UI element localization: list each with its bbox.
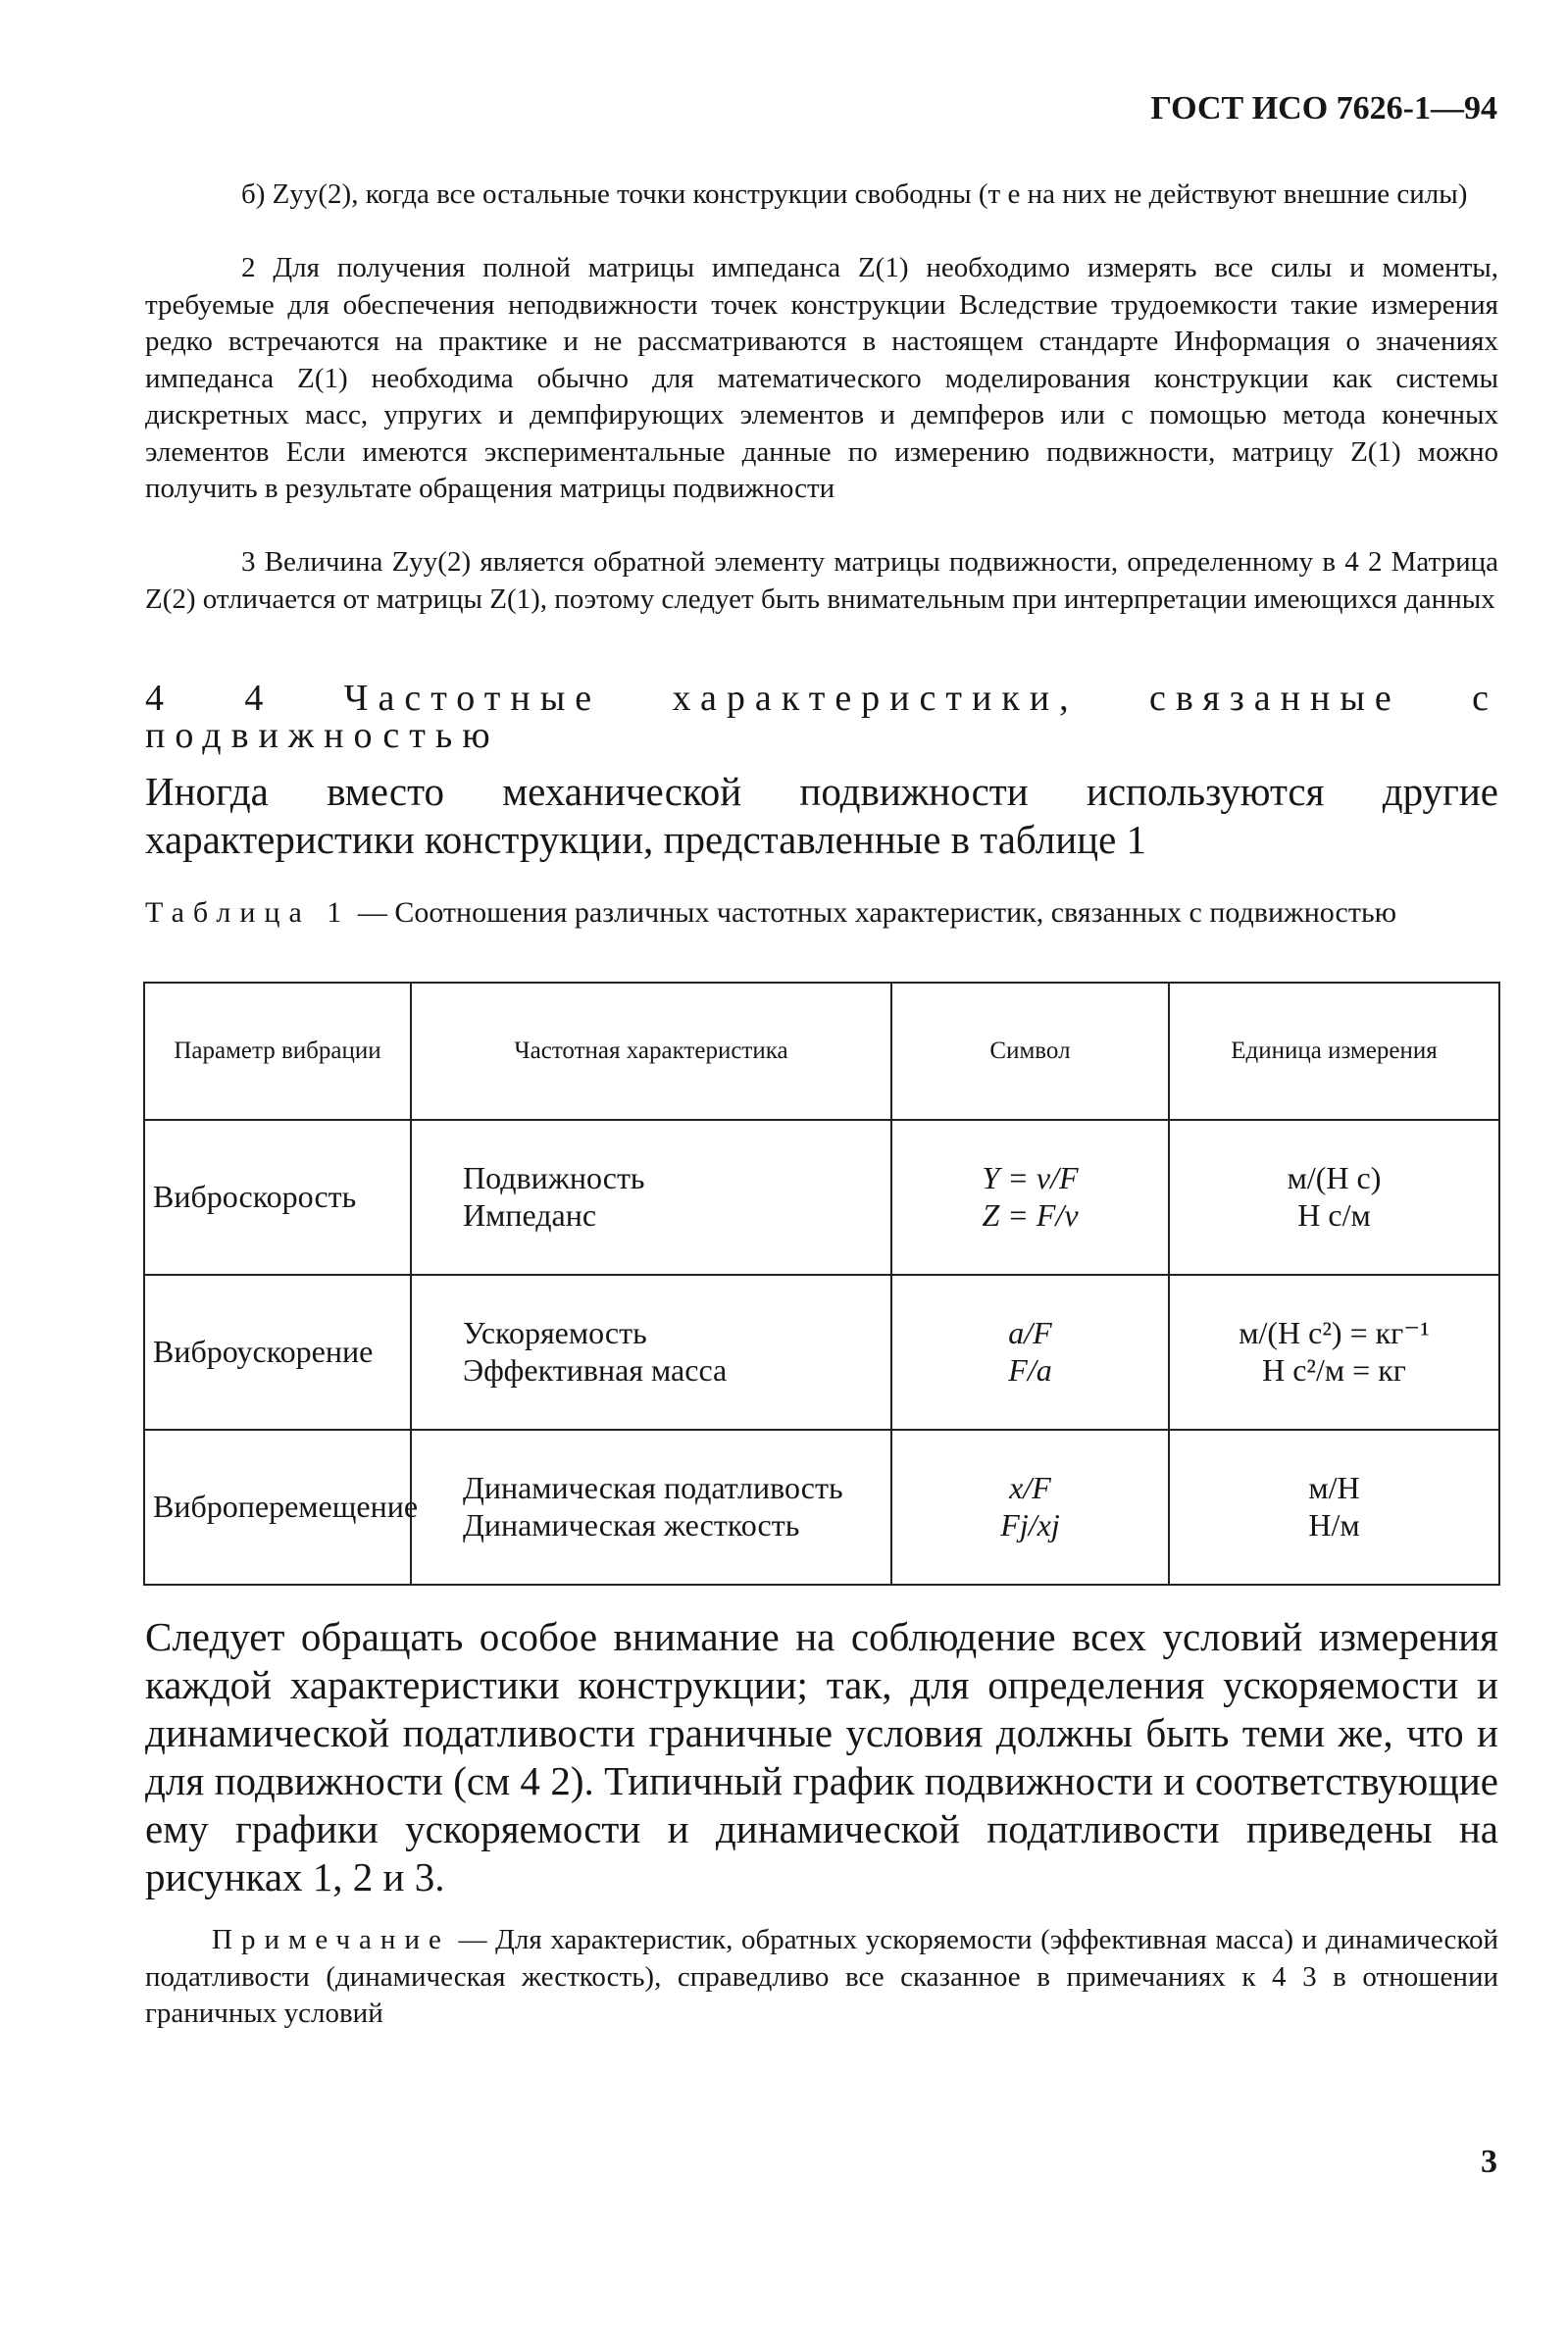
table-caption-label: Таблица 1: [145, 896, 351, 929]
section-heading: 4 4 Частотные характеристики, связанные с подвижностью: [145, 678, 1498, 756]
unit-line: м/Н: [1308, 1469, 1360, 1505]
paragraph-3: 3 Величина Zyy(2) является обратной элементу матрицы подвижности, определенному в 4 2 Матрица Z(2) отличается от матрицы Z(1), поэтому следует быть внимательным при интерпретации имеющихся данных: [145, 546, 1498, 615]
table-row: [144, 1430, 1499, 1585]
characteristic-line: Подвижность: [463, 1159, 645, 1195]
paragraph-2: 2 Для получения полной матрицы импеданса Z(1) необходимо измерять все силы и моменты, требуемые для обеспечения неподвижности точек конструкции Вследствие трудоемкости такие измерения редко встречаются на практике и не рассматриваются в настоящем стандарте Информация о значениях импеданса Z(1) необходима обычно для математического моделирования конструкции как системы дискретных масс, упругих и демпфирующих элементов и демпферов или с помощью метода конечных элементов Если имеются экспериментальные данные по измерению подвижности, матрицу Z(1) можно получить в результате обращения матрицы подвижности: [145, 252, 1498, 504]
param-cell: [144, 1120, 411, 1275]
unit-line: Н с²/м = кг: [1262, 1351, 1406, 1388]
table-caption-text: — Соотношения различных частотных характеристик, связанных с подвижностью: [350, 896, 1397, 929]
param-cell: [144, 1275, 411, 1430]
table-row: [144, 1275, 1499, 1430]
param-name: Виброускорение: [153, 1333, 374, 1369]
unit-cell: [1169, 1430, 1499, 1585]
characteristic-line: Динамическая жесткость: [463, 1506, 800, 1543]
characteristic-line: Эффективная масса: [463, 1351, 728, 1388]
document-header: ГОСТ ИСО 7626-1—94: [1150, 90, 1497, 127]
symbol-line: x/F: [1009, 1469, 1051, 1505]
symbol-line: F/a: [1008, 1351, 1052, 1388]
unit-line: Н с/м: [1297, 1196, 1371, 1233]
param-cell: [144, 1430, 419, 1585]
table-row: [144, 1120, 1499, 1275]
symbol-line: Y = v/F: [982, 1159, 1079, 1195]
symbol-cell: [891, 1430, 1169, 1585]
unit-cell: [1169, 1275, 1499, 1430]
characteristic-line: Динамическая податливость: [463, 1469, 843, 1505]
symbol-line: Z = F/v: [982, 1196, 1079, 1233]
section-intro: Иногда вместо механической подвижности используются другие характеристики конструкции, представленные в таблице 1: [145, 769, 1498, 862]
characteristic-cell: [411, 1430, 891, 1585]
characteristic-cell: [411, 1120, 891, 1275]
symbol-cell: [891, 1120, 1169, 1275]
header-cell-unit: Единица измерения: [1169, 983, 1499, 1120]
unit-cell: [1169, 1120, 1499, 1275]
param-name: Виброскорость: [153, 1178, 357, 1214]
param-name: Виброперемещение: [153, 1488, 419, 1524]
characteristic-line: Импеданс: [463, 1196, 597, 1233]
symbol-cell: [891, 1275, 1169, 1430]
header-cell-characteristic: Частотная характеристика: [411, 983, 891, 1120]
note: [145, 1922, 1498, 2033]
unit-line: Н/м: [1308, 1506, 1360, 1543]
table-header-row: [144, 983, 1499, 1120]
symbol-line: Fj/xj: [1000, 1506, 1060, 1543]
note-label: Примечание: [212, 1924, 450, 1955]
header-cell-symbol: Символ: [891, 983, 1169, 1120]
paragraph-b: б) Zyy(2), когда все остальные точки конструкции свободны (т е на них не действуют внешние силы): [241, 178, 1468, 210]
characteristic-line: Ускоряемость: [463, 1314, 647, 1350]
table-caption: [145, 894, 1498, 932]
note-text: — Для характеристик, обратных ускоряемости (эффективная масса) и динамической податливости (динамическая жесткость), справедливо все сказанное в примечаниях к 4 3 в отношении граничных условий: [145, 1924, 1498, 2029]
header-cell-param: Параметр вибрации: [144, 983, 411, 1120]
symbol-line: a/F: [1008, 1314, 1052, 1350]
unit-line: м/(Н с): [1287, 1159, 1382, 1195]
characteristic-cell: [411, 1275, 891, 1430]
frequency-characteristics-table: [143, 982, 1500, 1586]
page-number: 3: [1481, 2144, 1497, 2180]
after-table-paragraph: Следует обращать особое внимание на соблюдение всех условий измерения каждой характеристики конструкции; так, для определения ускоряемости и динамической податливости граничные условия должны быть теми же, что и для подвижности (см 4 2). Типичный график подвижности и соответствующие ему графики ускоряемости и динамической податливости приведены на рисунках 1, 2 и 3.: [145, 1614, 1498, 1899]
unit-line: м/(Н с²) = кг⁻¹: [1239, 1314, 1430, 1350]
